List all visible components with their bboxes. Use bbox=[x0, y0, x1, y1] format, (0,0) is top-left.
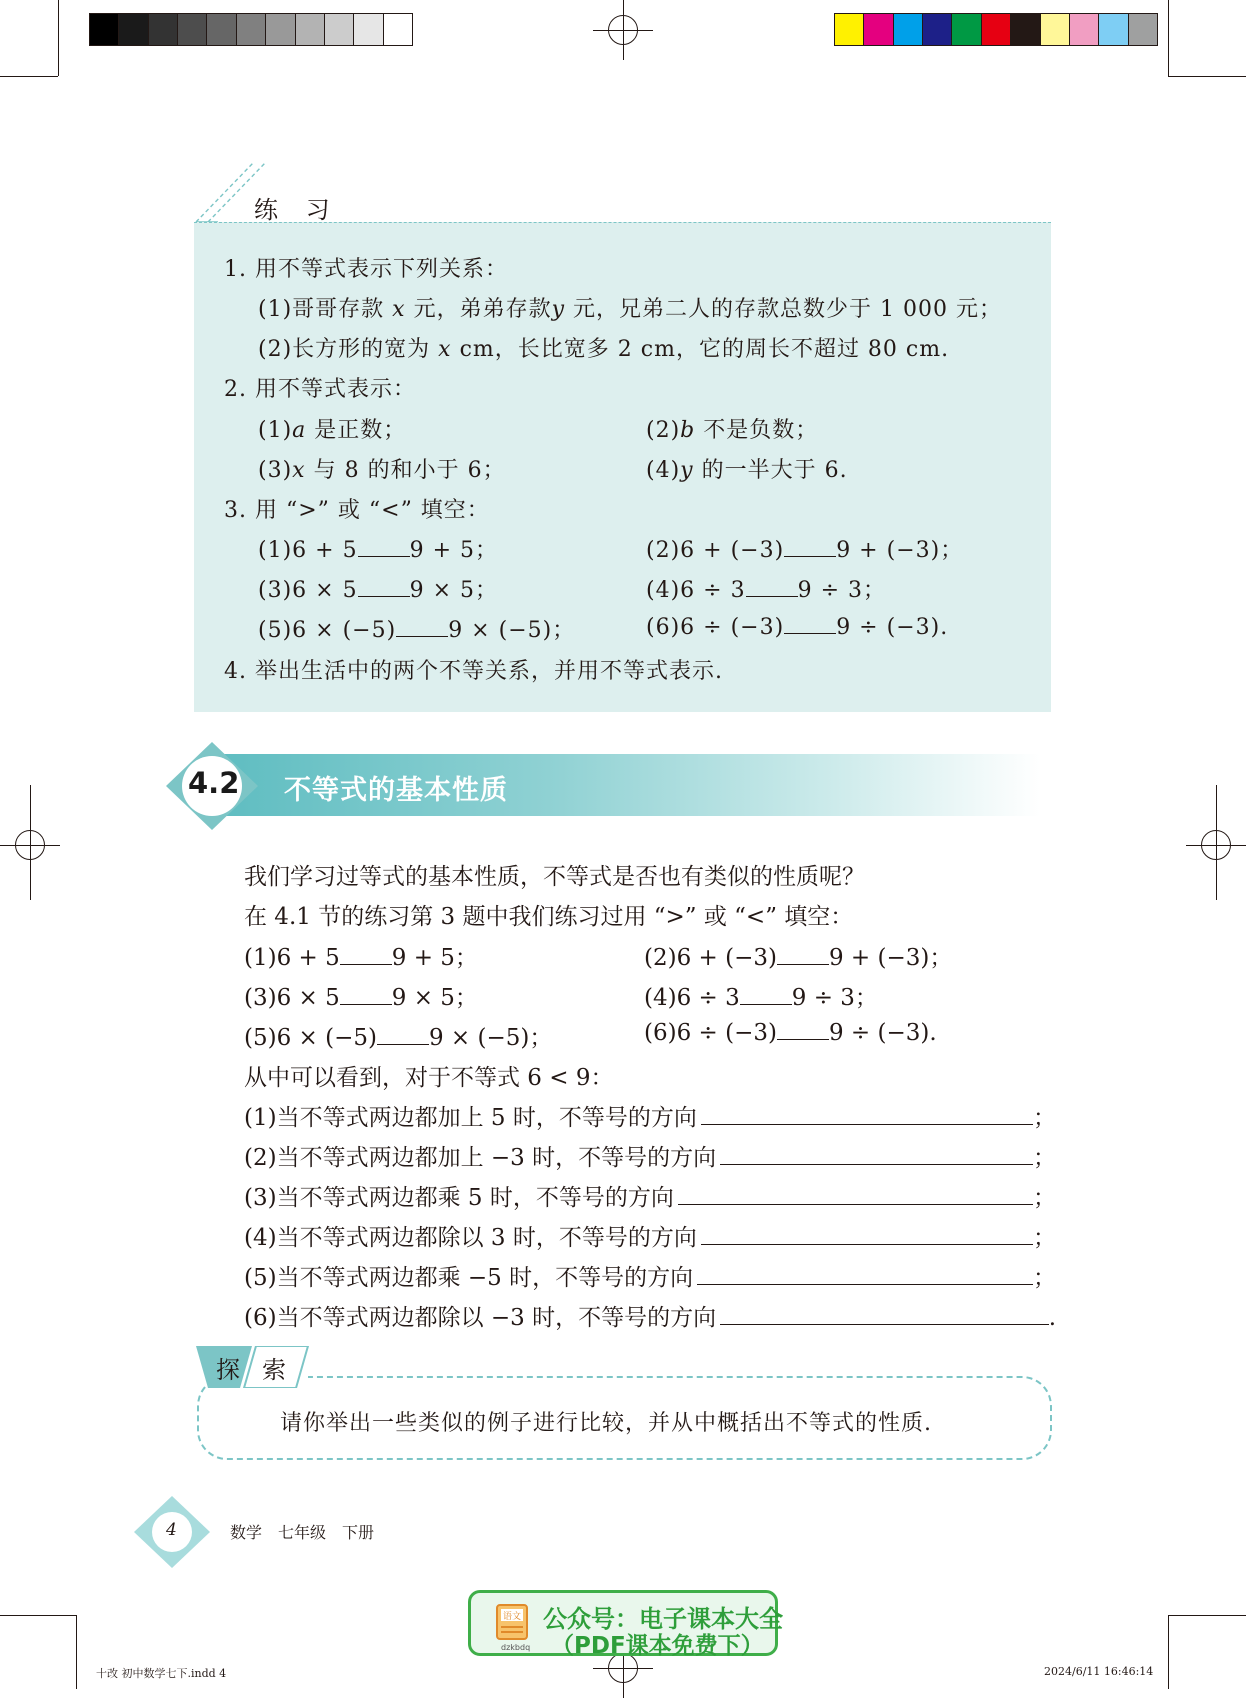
practice-q4: 4. 举出生活中的两个不等关系，并用不等式表示. bbox=[224, 659, 723, 684]
gray-swatch bbox=[325, 14, 354, 45]
answer-blank[interactable] bbox=[777, 1019, 829, 1040]
practice-q1: 1. 用不等式表示下列关系： bbox=[224, 257, 508, 282]
page-number: 4 bbox=[166, 1520, 177, 1540]
practice-q3-item: (6)6 ÷ (−3) 9 ÷ (−3). bbox=[646, 615, 949, 640]
comparison-item: (6)6 ÷ (−3) 9 ÷ (−3). bbox=[644, 1020, 937, 1046]
slug-file: 十改 初中数学七下.indd 4 bbox=[96, 1667, 227, 1680]
comparison-item: (3)6 × 5 9 × 5； bbox=[244, 985, 478, 1011]
color-swatch bbox=[864, 14, 893, 45]
comparison-item: (5)6 × (−5) 9 × (−5)； bbox=[244, 1025, 553, 1051]
practice-q1-2: (2)长方形的宽为 x cm，长比宽多 2 cm，它的周长不超过 80 cm. bbox=[258, 337, 950, 362]
gray-swatch bbox=[90, 14, 119, 45]
practice-q3-item: (2)6 + (−3) 9 + (−3)； bbox=[646, 538, 964, 563]
color-swatch bbox=[1070, 14, 1099, 45]
answer-blank[interactable] bbox=[746, 576, 798, 597]
process-color-bar bbox=[834, 13, 1158, 46]
answer-blank[interactable] bbox=[340, 944, 392, 965]
observation-line: 从中可以看到，对于不等式 6 < 9： bbox=[244, 1065, 614, 1091]
side-guide-right bbox=[1216, 785, 1217, 900]
color-swatch bbox=[952, 14, 981, 45]
practice-q2-3: (3)x 与 8 的和小于 6； bbox=[258, 458, 506, 483]
answer-blank[interactable] bbox=[777, 944, 829, 965]
promo-line-2: （PDF课本免费下） bbox=[551, 1633, 764, 1659]
color-swatch bbox=[1099, 14, 1128, 45]
side-guide-left bbox=[30, 785, 31, 900]
practice-q3-item: (3)6 × 5 9 × 5； bbox=[258, 578, 498, 603]
practice-title: 练 习 bbox=[254, 196, 340, 224]
intro-line-2: 在 4.1 节的练习第 3 题中我们练习过用 “>” 或 “<” 填空： bbox=[244, 904, 854, 930]
practice-q2-1: (1)a 是正数； bbox=[258, 418, 407, 443]
promo-line-1: 公众号：电子课本大全 bbox=[543, 1605, 783, 1633]
grayscale-color-bar bbox=[89, 13, 413, 46]
comparison-item: (4)6 ÷ 3 9 ÷ 3； bbox=[644, 985, 878, 1011]
answer-blank[interactable] bbox=[720, 1304, 1049, 1325]
gray-swatch bbox=[296, 14, 325, 45]
color-swatch bbox=[894, 14, 923, 45]
comparison-item: (2)6 + (−3) 9 + (−3)； bbox=[644, 945, 953, 971]
color-swatch bbox=[835, 14, 864, 45]
practice-q3-item: (5)6 × (−5) 9 × (−5)； bbox=[258, 618, 576, 643]
answer-blank[interactable] bbox=[720, 1144, 1033, 1165]
answer-blank[interactable] bbox=[377, 1024, 429, 1045]
answer-blank[interactable] bbox=[784, 536, 836, 557]
answer-blank[interactable] bbox=[358, 536, 410, 557]
slug-date: 2024/6/11 16:46:14 bbox=[1044, 1665, 1154, 1678]
intro-line-1: 我们学习过等式的基本性质，不等式是否也有类似的性质呢？ bbox=[244, 864, 865, 890]
promo-badge[interactable] bbox=[468, 1590, 783, 1659]
answer-blank[interactable] bbox=[701, 1104, 1033, 1125]
property-item: (1)当不等式两边都加上 5 时，不等号的方向 ； bbox=[244, 1105, 1056, 1131]
book-icon-label: 语文 bbox=[502, 1612, 522, 1622]
book-icon bbox=[491, 1601, 535, 1645]
gray-swatch bbox=[354, 14, 383, 45]
gray-swatch bbox=[237, 14, 266, 45]
answer-blank[interactable] bbox=[340, 984, 392, 1005]
explore-tag-1: 探 bbox=[216, 1355, 240, 1384]
practice-q2-4: (4)y 的一半大于 6. bbox=[646, 458, 848, 483]
practice-q1-1: (1)哥哥存款 x 元，弟弟存款y 元，兄弟二人的存款总数少于 1 000 元； bbox=[258, 297, 1003, 322]
answer-blank[interactable] bbox=[701, 1224, 1033, 1245]
practice-q2-2: (2)b 不是负数； bbox=[646, 418, 819, 443]
color-swatch bbox=[1041, 14, 1070, 45]
answer-blank[interactable] bbox=[697, 1264, 1033, 1285]
gray-swatch bbox=[384, 14, 412, 45]
property-item: (6)当不等式两边都除以 −3 时，不等号的方向 . bbox=[244, 1305, 1056, 1331]
gray-swatch bbox=[266, 14, 295, 45]
property-item: (3)当不等式两边都乘 5 时，不等号的方向 ； bbox=[244, 1185, 1056, 1211]
answer-blank[interactable] bbox=[740, 984, 792, 1005]
gray-swatch bbox=[119, 14, 148, 45]
section-number: 4.2 bbox=[188, 766, 240, 800]
gray-swatch bbox=[178, 14, 207, 45]
property-item: (4)当不等式两边都除以 3 时，不等号的方向 ； bbox=[244, 1225, 1056, 1251]
section-title: 不等式的基本性质 bbox=[284, 775, 508, 806]
gray-swatch bbox=[207, 14, 236, 45]
answer-blank[interactable] bbox=[358, 576, 410, 597]
gray-swatch bbox=[149, 14, 178, 45]
book-info: 数学 七年级 下册 bbox=[230, 1523, 375, 1542]
practice-q3-item: (1)6 + 5 9 + 5； bbox=[258, 538, 498, 563]
explore-tag-2: 索 bbox=[262, 1355, 286, 1384]
registration-mark-top bbox=[593, 0, 653, 60]
practice-q3: 3. 用 “>” 或 “<” 填空： bbox=[224, 498, 490, 523]
promo-icon-sub: dzkbdq bbox=[501, 1643, 531, 1652]
property-item: (2)当不等式两边都加上 −3 时，不等号的方向 ； bbox=[244, 1145, 1056, 1171]
explore-text: 请你举出一些类似的例子进行比较，并从中概括出不等式的性质. bbox=[280, 1411, 932, 1436]
practice-q3-item: (4)6 ÷ 3 9 ÷ 3； bbox=[646, 578, 886, 603]
color-swatch bbox=[982, 14, 1011, 45]
color-swatch bbox=[1011, 14, 1040, 45]
comparison-item: (1)6 + 5 9 + 5； bbox=[244, 945, 478, 971]
answer-blank[interactable] bbox=[396, 616, 448, 637]
property-item: (5)当不等式两边都乘 −5 时，不等号的方向 ； bbox=[244, 1265, 1056, 1291]
answer-blank[interactable] bbox=[784, 613, 836, 634]
answer-blank[interactable] bbox=[678, 1184, 1033, 1205]
practice-q2: 2. 用不等式表示： bbox=[224, 377, 416, 402]
color-swatch bbox=[923, 14, 952, 45]
color-swatch bbox=[1129, 14, 1157, 45]
